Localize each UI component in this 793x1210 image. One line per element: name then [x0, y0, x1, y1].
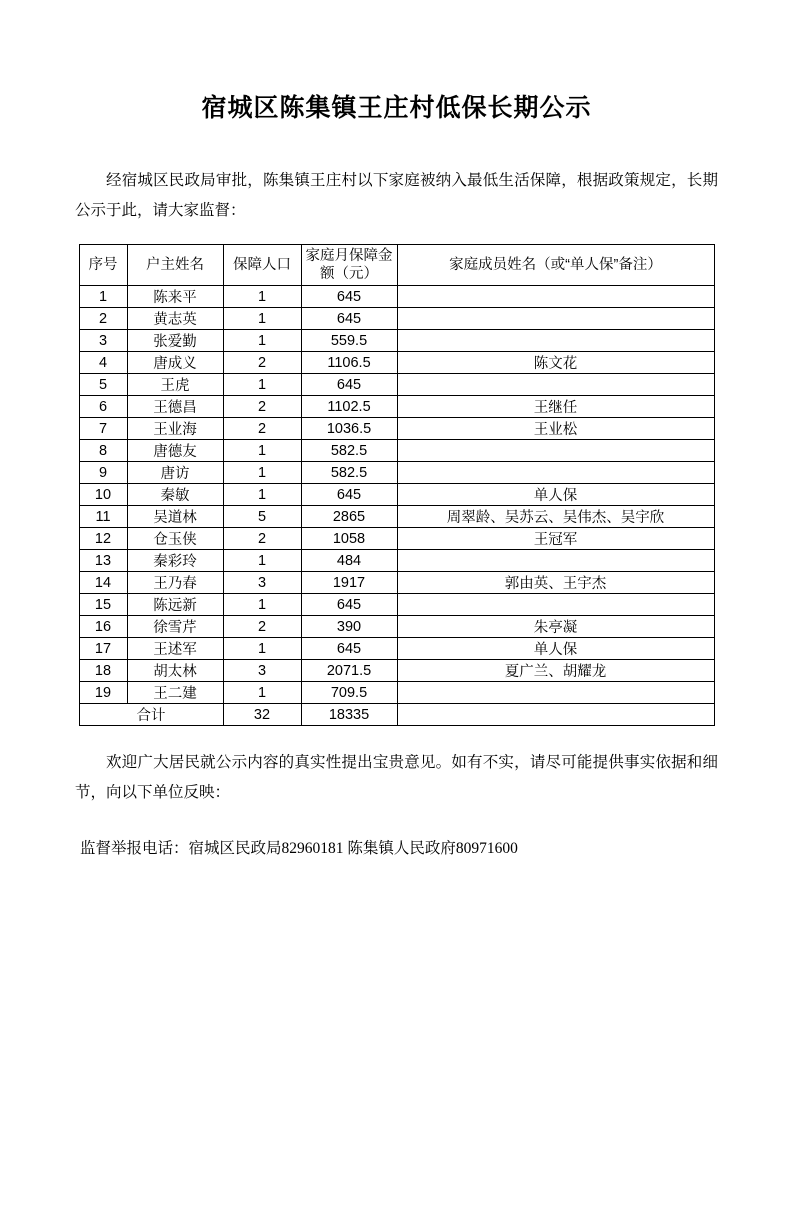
cell-householder: 黄志英 — [127, 308, 223, 330]
cell-amount: 1106.5 — [301, 352, 397, 374]
cell-index: 2 — [79, 308, 127, 330]
cell-people: 5 — [223, 506, 301, 528]
cell-amount: 1917 — [301, 572, 397, 594]
cell-index: 10 — [79, 484, 127, 506]
cell-amount: 2071.5 — [301, 660, 397, 682]
cell-people: 1 — [223, 462, 301, 484]
cell-amount: 709.5 — [301, 682, 397, 704]
cell-householder: 张爱勤 — [127, 330, 223, 352]
cell-members: 郭由英、王宇杰 — [397, 572, 714, 594]
table-row — [79, 352, 714, 374]
cell-members — [397, 308, 714, 330]
cell-members: 周翠龄、吴苏云、吴伟杰、吴宇欣 — [397, 506, 714, 528]
cell-index: 9 — [79, 462, 127, 484]
cell-index: 15 — [79, 594, 127, 616]
cell-people: 3 — [223, 572, 301, 594]
cell-householder: 王述军 — [127, 638, 223, 660]
cell-people: 1 — [223, 484, 301, 506]
cell-amount: 2865 — [301, 506, 397, 528]
cell-index: 1 — [79, 286, 127, 308]
cell-amount: 645 — [301, 594, 397, 616]
cell-members — [397, 682, 714, 704]
cell-householder: 王乃春 — [127, 572, 223, 594]
cell-householder: 秦敏 — [127, 484, 223, 506]
cell-index: 18 — [79, 660, 127, 682]
cell-amount: 484 — [301, 550, 397, 572]
cell-people: 1 — [223, 550, 301, 572]
notice-paragraph: 欢迎广大居民就公示内容的真实性提出宝贵意见。如有不实，请尽可能提供事实依据和细节，向以下单位反映： — [75, 754, 718, 801]
cell-people: 2 — [223, 418, 301, 440]
cell-householder: 吴道林 — [127, 506, 223, 528]
cell-index: 8 — [79, 440, 127, 462]
cell-index: 16 — [79, 616, 127, 638]
intro-paragraph: 经宿城区民政局审批，陈集镇王庄村以下家庭被纳入最低生活保障，根据政策规定，长期公示于此，请大家监督： — [75, 172, 718, 219]
cell-householder: 王虎 — [127, 374, 223, 396]
cell-people: 2 — [223, 396, 301, 418]
cell-amount: 582.5 — [301, 440, 397, 462]
cell-people: 2 — [223, 616, 301, 638]
table-row — [79, 616, 714, 638]
cell-amount: 645 — [301, 638, 397, 660]
table-row — [79, 682, 714, 704]
subsidy-table — [79, 244, 715, 726]
cell-people: 1 — [223, 594, 301, 616]
cell-householder: 徐雪芹 — [127, 616, 223, 638]
table-row — [79, 660, 714, 682]
cell-householder: 仓玉侠 — [127, 528, 223, 550]
cell-amount: 645 — [301, 286, 397, 308]
cell-people: 1 — [223, 286, 301, 308]
cell-members — [397, 330, 714, 352]
table-header — [79, 245, 714, 286]
cell-amount: 1036.5 — [301, 418, 397, 440]
table-row — [79, 330, 714, 352]
cell-members: 陈文花 — [397, 352, 714, 374]
cell-members — [397, 550, 714, 572]
cell-householder: 胡太林 — [127, 660, 223, 682]
cell-index: 13 — [79, 550, 127, 572]
table-row — [79, 418, 714, 440]
cell-index: 4 — [79, 352, 127, 374]
cell-index: 7 — [79, 418, 127, 440]
table-row — [79, 506, 714, 528]
cell-members — [397, 286, 714, 308]
cell-index: 5 — [79, 374, 127, 396]
contact-line: 监督举报电话：宿城区民政局82960181 陈集镇人民政府80971600 — [80, 840, 518, 857]
column-header-people: 保障人口 — [223, 245, 301, 286]
table-header-row — [79, 245, 714, 286]
cell-amount: 645 — [301, 308, 397, 330]
cell-people: 2 — [223, 528, 301, 550]
cell-members: 王冠军 — [397, 528, 714, 550]
total-amount: 18335 — [301, 704, 397, 726]
table-row — [79, 286, 714, 308]
total-label: 合计 — [79, 704, 223, 726]
cell-people: 1 — [223, 330, 301, 352]
cell-members — [397, 374, 714, 396]
cell-members: 朱亭凝 — [397, 616, 714, 638]
table-row — [79, 308, 714, 330]
total-members — [397, 704, 714, 726]
cell-amount: 645 — [301, 374, 397, 396]
cell-index: 17 — [79, 638, 127, 660]
table-row — [79, 374, 714, 396]
cell-householder: 秦彩玲 — [127, 550, 223, 572]
cell-amount: 645 — [301, 484, 397, 506]
total-people: 32 — [223, 704, 301, 726]
cell-index: 6 — [79, 396, 127, 418]
cell-people: 1 — [223, 374, 301, 396]
cell-householder: 唐访 — [127, 462, 223, 484]
table-row — [79, 440, 714, 462]
cell-amount: 559.5 — [301, 330, 397, 352]
cell-householder: 唐德友 — [127, 440, 223, 462]
cell-householder: 陈来平 — [127, 286, 223, 308]
cell-members: 夏广兰、胡耀龙 — [397, 660, 714, 682]
column-header-members: 家庭成员姓名（或“单人保”备注） — [397, 245, 714, 286]
cell-amount: 1102.5 — [301, 396, 397, 418]
table-row — [79, 484, 714, 506]
table-row — [79, 396, 714, 418]
column-header-amount: 家庭月保障金额（元） — [301, 245, 397, 286]
table-row — [79, 550, 714, 572]
cell-householder: 王德昌 — [127, 396, 223, 418]
cell-index: 14 — [79, 572, 127, 594]
cell-amount: 582.5 — [301, 462, 397, 484]
cell-members: 王业松 — [397, 418, 714, 440]
table-row — [79, 462, 714, 484]
table-total-row — [79, 704, 714, 726]
table-body — [79, 286, 714, 726]
cell-amount: 390 — [301, 616, 397, 638]
cell-index: 12 — [79, 528, 127, 550]
cell-amount: 1058 — [301, 528, 397, 550]
cell-members: 单人保 — [397, 638, 714, 660]
cell-index: 11 — [79, 506, 127, 528]
cell-people: 1 — [223, 440, 301, 462]
cell-members — [397, 440, 714, 462]
cell-members — [397, 594, 714, 616]
cell-index: 3 — [79, 330, 127, 352]
cell-people: 3 — [223, 660, 301, 682]
document-page — [0, 88, 793, 1210]
cell-people: 1 — [223, 682, 301, 704]
table-row — [79, 594, 714, 616]
page-title: 宿城区陈集镇王庄村低保长期公示 — [201, 94, 592, 122]
table-row — [79, 638, 714, 660]
cell-people: 1 — [223, 308, 301, 330]
cell-members — [397, 462, 714, 484]
table-row — [79, 528, 714, 550]
column-header-householder: 户主姓名 — [127, 245, 223, 286]
cell-people: 1 — [223, 638, 301, 660]
cell-householder: 陈远新 — [127, 594, 223, 616]
cell-people: 2 — [223, 352, 301, 374]
cell-members: 单人保 — [397, 484, 714, 506]
cell-householder: 唐成义 — [127, 352, 223, 374]
cell-index: 19 — [79, 682, 127, 704]
cell-members: 王继任 — [397, 396, 714, 418]
table-row — [79, 572, 714, 594]
cell-householder: 王二建 — [127, 682, 223, 704]
cell-householder: 王业海 — [127, 418, 223, 440]
column-header-index: 序号 — [79, 245, 127, 286]
